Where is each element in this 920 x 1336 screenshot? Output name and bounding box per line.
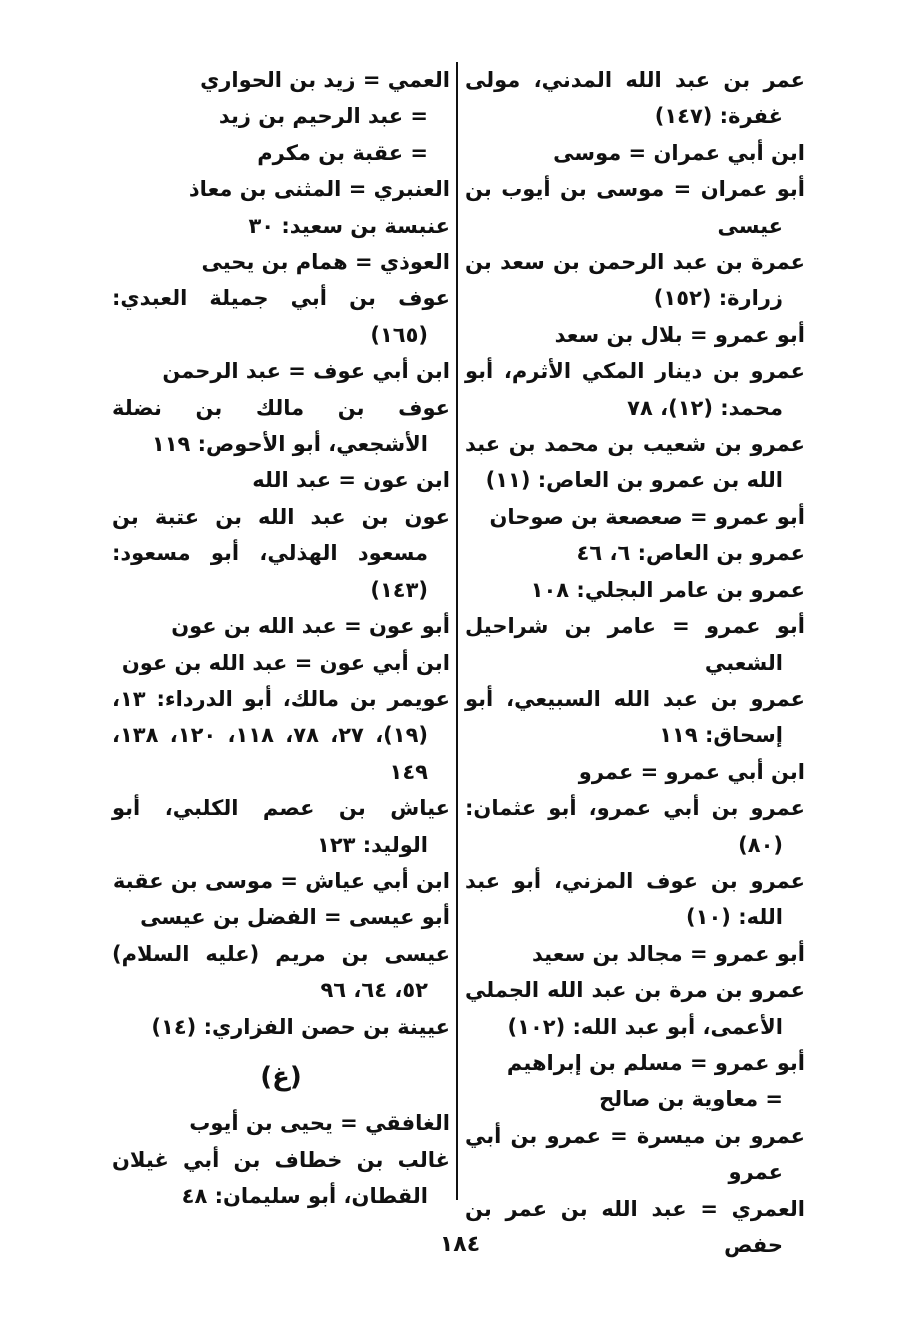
index-entry: عنبسة بن سعيد: ٣٠ bbox=[248, 213, 450, 238]
index-entry: ابن أبي عوف = عبد الرحمن bbox=[162, 359, 450, 384]
index-entry: غالب بن خطاف بن أبي غيلان القطان، أبو سليمان: ٤٨ bbox=[112, 1147, 450, 1209]
index-column-left bbox=[112, 62, 450, 1215]
index-entry: عمر بن عبد الله المدني، مولى غفرة: (١٤٧) bbox=[465, 68, 805, 129]
index-entry: عيينة بن حصن الفزاري: (١٤) bbox=[151, 1014, 450, 1039]
section-heading: (غ) bbox=[260, 1061, 302, 1092]
index-entry: العنبري = المثنى بن معاذ bbox=[188, 177, 450, 202]
index-entry: عمرو بن عوف المزني، أبو عبد الله: (١٠) bbox=[465, 868, 805, 930]
index-entry: أبو عيسى = الفضل بن عيسى bbox=[140, 905, 450, 930]
index-entry: = معاوية بن صالح bbox=[599, 1087, 783, 1112]
index-entry: عمرو بن مرة بن عبد الله الجملي الأعمى، أبو عبد الله: (١٠٢) bbox=[465, 978, 805, 1039]
index-entry: العوذي = همام بن يحيى bbox=[201, 250, 450, 275]
index-entry: ابن عون = عبد الله bbox=[252, 468, 450, 493]
index-entry: الغافقي = يحيى بن أيوب bbox=[189, 1111, 450, 1136]
index-entry: عون بن عبد الله بن عتبة بن مسعود الهذلي، أبو مسعود: (١٤٣) bbox=[112, 504, 450, 602]
index-entry: عمرو بن العاص: ٦، ٤٦ bbox=[576, 541, 805, 566]
index-entry: = عقبة بن مكرم bbox=[257, 140, 428, 165]
index-entry: ابن أبي عمرو = عمرو bbox=[578, 759, 805, 784]
index-entry: ابن أبي عمران = موسى bbox=[553, 140, 805, 165]
index-entry: عمرو بن دينار المكي الأثرم، أبو محمد: (١٢)، ٧٨ bbox=[465, 359, 805, 420]
index-entry: العمري = عبد الله بن عمر بن حفص bbox=[465, 1196, 805, 1257]
index-column-right bbox=[465, 62, 805, 1263]
index-entry: عمرو بن عامر البجلي: ١٠٨ bbox=[530, 577, 805, 602]
index-entry: عمرو بن أبي عمرو، أبو عثمان: (٨٠) bbox=[465, 796, 805, 857]
index-entry: أبو عون = عبد الله بن عون bbox=[171, 614, 450, 639]
index-entry: عويمر بن مالك، أبو الدرداء: ١٣، (١٩)، ٢٧، ٧٨، ١١٨، ١٢٠، ١٣٨، ١٤٩ bbox=[112, 686, 450, 784]
index-entry: ابن أبي عياش = موسى بن عقبة bbox=[112, 868, 450, 893]
index-entry: العمي = زيد بن الحواري bbox=[200, 68, 450, 92]
index-entry: عمرو بن عبد الله السبيعي، أبو إسحاق: ١١٩ bbox=[465, 686, 805, 748]
index-entry: عمرو بن ميسرة = عمرو بن أبي عمرو bbox=[465, 1123, 805, 1185]
index-entry: أبو عمران = موسى بن أيوب بن عيسى bbox=[465, 177, 805, 238]
index-entry: عمرة بن عبد الرحمن بن سعد بن زرارة: (١٥٢) bbox=[465, 250, 805, 311]
index-entry: ابن أبي عون = عبد الله بن عون bbox=[121, 650, 450, 675]
index-entry: أبو عمرو = مجالد بن سعيد bbox=[532, 941, 805, 966]
page-number: ١٨٤ bbox=[439, 1232, 481, 1257]
index-entry: عياش بن عصم الكلبي، أبو الوليد: ١٢٣ bbox=[112, 796, 450, 857]
index-entry: أبو عمرو = صعصعة بن صوحان bbox=[489, 504, 805, 529]
index-entry: = عبد الرحيم بن زيد bbox=[218, 104, 428, 129]
index-entry: أبو عمرو = عامر بن شراحيل الشعبي bbox=[465, 614, 805, 675]
index-entry: عيسى بن مريم (عليه السلام) ٥٢، ٦٤، ٩٦ bbox=[112, 941, 450, 1003]
index-entry: أبو عمرو = بلال بن سعد bbox=[554, 322, 805, 347]
index-entry: عوف بن مالك بن نضلة الأشجعي، أبو الأحوص: ١١٩ bbox=[112, 395, 450, 457]
column-divider bbox=[456, 62, 458, 1200]
index-entry: أبو عمرو = مسلم بن إبراهيم bbox=[506, 1050, 805, 1075]
index-entry: عمرو بن شعيب بن محمد بن عبد الله بن عمرو بن العاص: (١١) bbox=[465, 432, 805, 493]
index-entry: عوف بن أبي جميلة العبدي: (١٦٥) bbox=[112, 286, 450, 347]
